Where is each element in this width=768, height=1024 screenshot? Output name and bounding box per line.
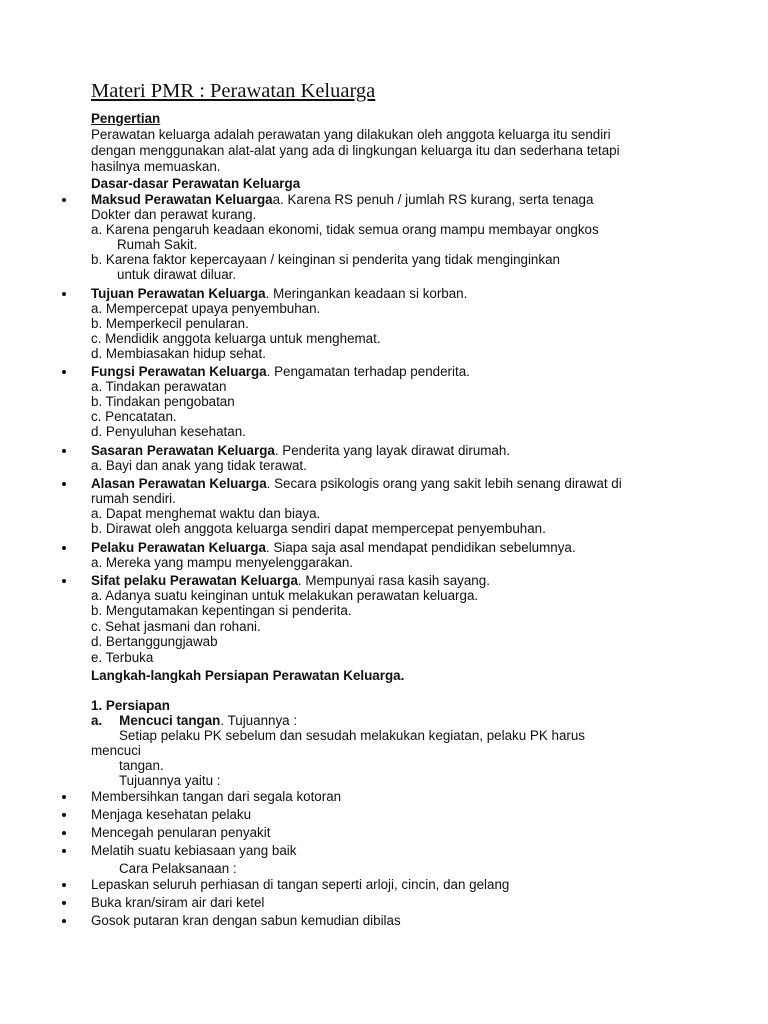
tujuan-item: d. Membiasakan hidup sehat. (91, 346, 266, 361)
pelaku-label: Pelaku Perawatan Keluarga (91, 540, 266, 555)
fungsi-item: c. Pencatatan. (91, 409, 177, 424)
maksud-item-b-wrap: untuk dirawat diluar. (117, 267, 237, 282)
sasaran-label: Sasaran Perawatan Keluarga (91, 443, 275, 458)
tujuannya-item: Melatih suatu kebiasaan yang baik (91, 843, 297, 858)
maksud-text: a. Karena RS penuh / jumlah RS kurang, serta tenaga (272, 192, 594, 207)
fungsi-line (91, 364, 470, 380)
sifat-item: c. Sehat jasmani dan rohani. (91, 619, 261, 634)
sifat-item: d. Bertanggungjawab (91, 634, 218, 649)
pengertian-line-2: dengan menggunakan alat-alat yang ada di lingkungan keluarga itu dan sederhana tetapi (91, 143, 620, 158)
pengertian-line-1: Perawatan keluarga adalah perawatan yang dilakukan oleh anggota keluarga itu sendiri (91, 127, 611, 142)
sasaran-item: a. Bayi dan anak yang tidak terawat. (91, 458, 307, 473)
fungsi-label: Fungsi Perawatan Keluarga (91, 364, 267, 379)
sifat-text: . Mempunyai rasa kasih sayang. (297, 573, 490, 588)
sifat-item: a. Adanya suatu keinginan untuk melakukan perawatan keluarga. (91, 588, 479, 603)
bullet-icon (61, 913, 69, 929)
pengertian-heading: Pengertian (91, 111, 161, 126)
persiapan-heading: 1. Persiapan (91, 698, 170, 713)
cara-item: Buka kran/siram air dari ketel (91, 895, 265, 910)
tujuan-item: c. Mendidik anggota keluarga untuk menghemat. (91, 331, 381, 346)
cara-item: Gosok putaran kran dengan sabun kemudian dibilas (91, 913, 401, 928)
sifat-item: b. Mengutamakan kepentingan si penderita. (91, 603, 352, 618)
bullet-icon (61, 825, 69, 841)
tujuan-text: . Meringankan keadaan si korban. (265, 286, 468, 301)
bullet-icon (61, 573, 69, 589)
tujuannya-item: Membersihkan tangan dari segala kotoran (91, 789, 342, 804)
bullet-icon (61, 877, 69, 893)
maksud-continuation: Dokter dan perawat kurang. (91, 207, 257, 222)
alasan-continuation: rumah sendiri. (91, 491, 176, 506)
document-title: Materi PMR : Perawatan Keluarga (91, 80, 376, 102)
bullet-icon (61, 192, 69, 208)
tujuannya-label: Tujuannya yaitu : (119, 773, 221, 788)
mencuci-paragraph: Setiap pelaku PK sebelum dan sesudah melakukan kegiatan, pelaku PK harus (119, 728, 585, 743)
mencuci-letter: a. (91, 713, 103, 728)
mencuci-line (91, 713, 297, 729)
bullet-icon (61, 364, 69, 380)
sifat-item: e. Terbuka (91, 650, 154, 665)
bullet-icon (61, 789, 69, 805)
dasar-heading: Dasar-dasar Perawatan Keluarga (91, 176, 301, 191)
alasan-line (91, 476, 622, 492)
fungsi-text: . Pengamatan terhadap penderita. (266, 364, 470, 379)
pelaku-line (91, 540, 576, 556)
tujuannya-item: Mencegah penularan penyakit (91, 825, 271, 840)
sasaran-line (91, 443, 510, 459)
sifat-label: Sifat pelaku Perawatan Keluarga (91, 573, 298, 588)
mencuci-label: Mencuci tangan (119, 713, 221, 728)
mencuci-text: . Tujuannya : (220, 713, 298, 728)
maksud-label: Maksud Perawatan Keluarga (91, 192, 273, 207)
bullet-icon (61, 540, 69, 556)
cara-item: Lepaskan seluruh perhiasan di tangan seperti arloji, cincin, dan gelang (91, 877, 510, 892)
alasan-item: a. Dapat menghemat waktu dan biaya. (91, 506, 321, 521)
bullet-icon (61, 807, 69, 823)
bullet-icon (61, 843, 69, 859)
tujuan-line (91, 286, 467, 302)
alasan-text: . Secara psikologis orang yang sakit lebih senang dirawat di (266, 476, 622, 491)
fungsi-item: d. Penyuluhan kesehatan. (91, 424, 246, 439)
cara-label: Cara Pelaksanaan : (119, 861, 237, 876)
maksud-item-a-wrap: Rumah Sakit. (117, 237, 198, 252)
sasaran-text: . Penderita yang layak dirawat dirumah. (274, 443, 511, 458)
alasan-item: b. Dirawat oleh anggota keluarga sendiri dapat mempercepat penyembuhan. (91, 521, 546, 536)
bullet-icon (61, 443, 69, 459)
bullet-icon (61, 895, 69, 911)
sifat-line (91, 573, 490, 589)
pelaku-item: a. Mereka yang mampu menyelenggarakan. (91, 555, 354, 570)
fungsi-item: b. Tindakan pengobatan (91, 394, 235, 409)
pengertian-line-3: hasilnya memuaskan. (91, 159, 221, 174)
mencuci-paragraph-wrap: mencuci (91, 743, 141, 758)
maksud-line (91, 192, 593, 208)
maksud-item-a: a. Karena pengaruh keadaan ekonomi, tidak semua orang mampu membayar ongkos (91, 222, 599, 237)
bullet-icon (61, 476, 69, 492)
langkah-heading: Langkah-langkah Persiapan Perawatan Keluarga. (91, 668, 405, 683)
tujuan-item: a. Mempercepat upaya penyembuhan. (91, 301, 321, 316)
pelaku-text: . Siapa saja asal mendapat pendidikan sebelumnya. (265, 540, 576, 555)
tujuan-item: b. Memperkecil penularan. (91, 316, 249, 331)
mencuci-paragraph-end: tangan. (119, 758, 164, 773)
bullet-icon (61, 286, 69, 302)
fungsi-item: a. Tindakan perawatan (91, 379, 227, 394)
tujuannya-item: Menjaga kesehatan pelaku (91, 807, 252, 822)
maksud-item-b: b. Karena faktor kepercayaan / keinginan si penderita yang tidak menginginkan (91, 252, 560, 267)
alasan-label: Alasan Perawatan Keluarga (91, 476, 267, 491)
tujuan-label: Tujuan Perawatan Keluarga (91, 286, 266, 301)
